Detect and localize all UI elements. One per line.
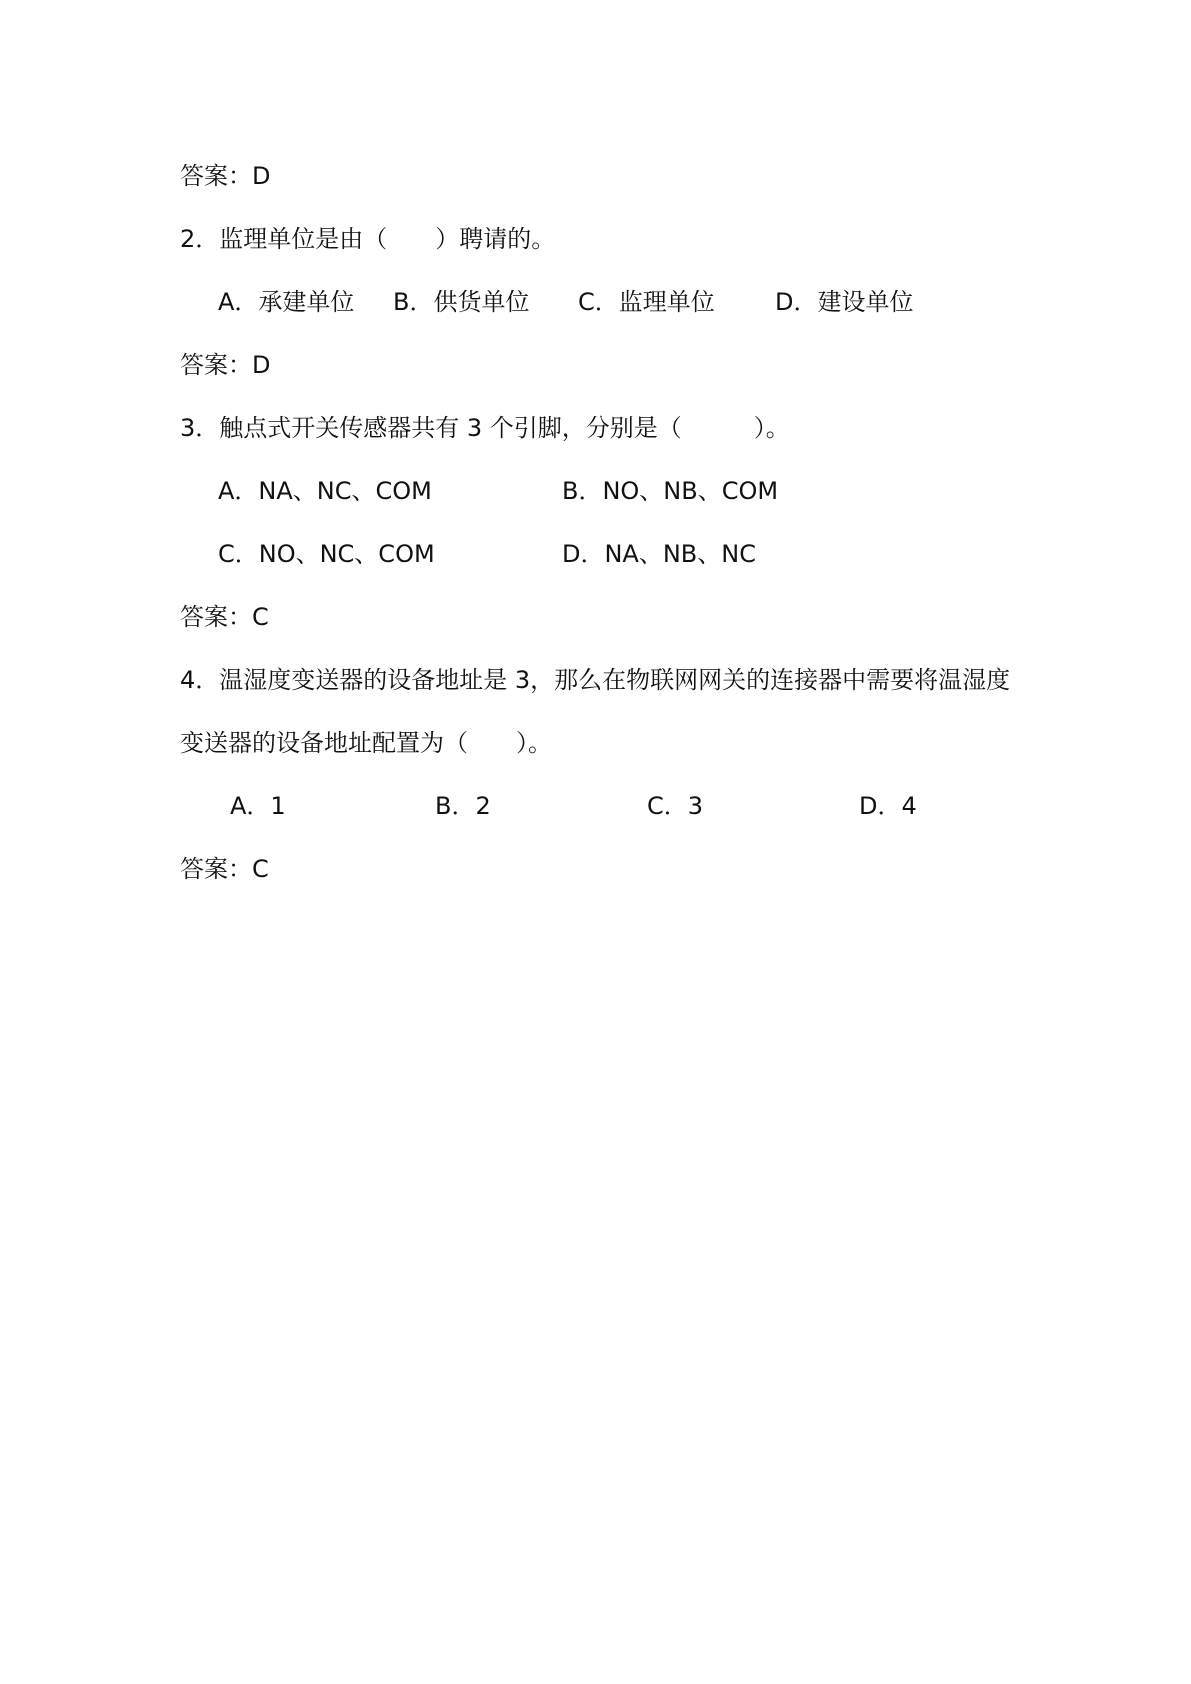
question-2-option-a: A．承建单位: [218, 288, 355, 316]
question-2-stem: 2．监理单位是由（ ）聘请的。: [180, 225, 556, 253]
question-3-stem: 3．触点式开关传感器共有 3 个引脚，分别是（ ）。: [180, 414, 790, 442]
question-2-option-d: D．建设单位: [775, 288, 914, 316]
question-2-answer: 答案：D: [180, 351, 271, 379]
question-2-option-b: B．供货单位: [393, 288, 530, 316]
answer-previous: 答案：D: [180, 162, 271, 190]
question-4-option-a: A．1: [230, 792, 286, 820]
question-3-option-b: B．NO、NB、COM: [562, 477, 779, 505]
question-3-answer: 答案：C: [180, 603, 269, 631]
question-4-option-c: C．3: [647, 792, 704, 820]
question-3-option-c: C．NO、NC、COM: [218, 540, 435, 568]
question-3-option-d: D．NA、NB、NC: [562, 540, 756, 568]
question-3-option-a: A．NA、NC、COM: [218, 477, 432, 505]
question-4-option-b: B．2: [435, 792, 491, 820]
question-4-stem-line-2: 变送器的设备地址配置为（ ）。: [180, 729, 552, 757]
question-4-stem-line-1: 4．温湿度变送器的设备地址是 3，那么在物联网网关的连接器中需要将温湿度: [180, 666, 1011, 694]
question-2-option-c: C．监理单位: [578, 288, 715, 316]
question-4-option-d: D．4: [859, 792, 917, 820]
question-4-answer: 答案：C: [180, 855, 269, 883]
